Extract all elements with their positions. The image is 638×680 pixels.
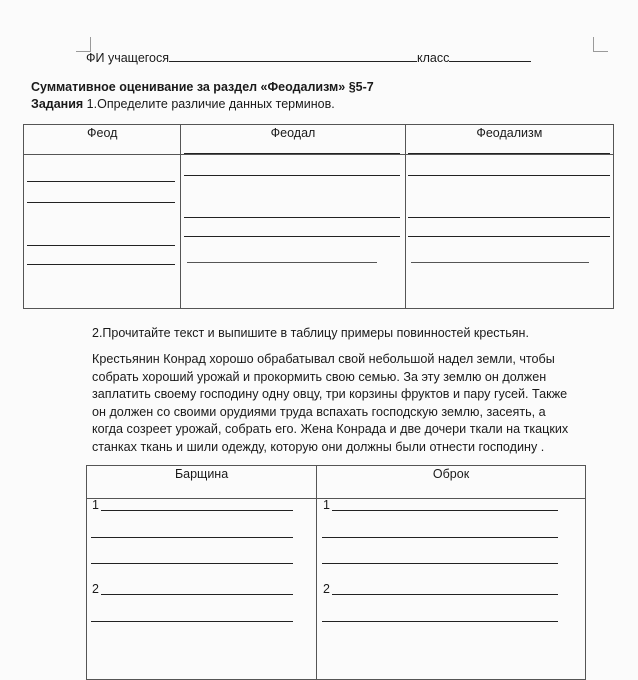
item-number: 2 <box>323 582 330 596</box>
text-line: он должен со своими орудиями труда вспахать господскую землю, засеять, а <box>92 404 546 419</box>
col-header-feod: Феод <box>24 125 181 155</box>
student-name-label: ФИ учащегося <box>86 51 170 65</box>
task2-text <box>92 351 568 457</box>
answer-line <box>184 217 400 218</box>
answer-cell-obrok[interactable] <box>317 499 586 680</box>
answer-cell-barshchina[interactable] <box>87 499 317 680</box>
answer-cell-feodal[interactable] <box>181 155 405 309</box>
answer-line <box>27 202 175 203</box>
answer-line <box>101 594 293 595</box>
answer-line <box>27 181 175 182</box>
item-number: 1 <box>92 498 99 512</box>
answer-line <box>332 594 558 595</box>
col-header-obrok: Оброк <box>317 466 586 499</box>
answer-line <box>322 563 558 564</box>
col-header-feodal: Феодал <box>181 125 405 155</box>
class-label: класс <box>417 51 450 65</box>
answer-line <box>408 153 610 154</box>
task2-instruction: 2.Прочитайте текст и выпишите в таблицу примеры повинностей крестьян. <box>92 326 529 340</box>
answer-line <box>332 510 558 511</box>
answer-line <box>184 175 400 176</box>
item-number: 1 <box>323 498 330 512</box>
task-label: Задания <box>31 97 84 111</box>
student-name-row <box>86 51 531 65</box>
answer-line <box>184 236 400 237</box>
answer-cell-feodalizm[interactable] <box>405 155 613 309</box>
answer-line <box>27 245 175 246</box>
answer-line <box>322 621 558 622</box>
margin-corner-mark <box>76 37 91 52</box>
answer-cell-feod[interactable] <box>24 155 181 309</box>
student-name-blank[interactable] <box>169 60 417 62</box>
col-header-feodalizm: Феодализм <box>405 125 613 155</box>
text-line: собрать хороший урожай и прокормить свою семью. За эту землю он должен <box>92 369 547 384</box>
answer-line <box>91 621 293 622</box>
text-line: станках ткань и шили одежду, которую они должны были отнести господину . <box>92 439 545 454</box>
answer-line <box>101 510 293 511</box>
text-line: Крестьянин Конрад хорошо обрабатывал свой небольшой надел земли, чтобы <box>92 352 555 366</box>
answer-line <box>408 175 610 176</box>
margin-corner-mark <box>593 37 608 52</box>
answer-line <box>184 153 400 154</box>
task1-line <box>31 97 335 111</box>
answer-line <box>187 262 377 263</box>
answer-line <box>408 236 610 237</box>
answer-line <box>322 537 558 538</box>
class-blank[interactable] <box>449 60 531 62</box>
col-header-barshchina: Барщина <box>87 466 317 499</box>
answer-line <box>27 264 175 265</box>
page-title: Суммативное оценивание за раздел «Феодализм» §5-7 <box>31 80 374 94</box>
task1-text: 1.Определите различие данных терминов. <box>83 97 335 111</box>
text-line: заплатить своему господину одну овцу, три корзины фруктов и пару гусей. Также <box>92 387 568 402</box>
answer-line <box>408 217 610 218</box>
duties-table <box>86 465 586 680</box>
text-line: когда созреет урожай, собрать его. Жена Конрада и две дочери ткали на ткацких <box>92 422 569 437</box>
answer-line <box>91 537 293 538</box>
answer-line <box>91 563 293 564</box>
answer-line <box>411 262 589 263</box>
item-number: 2 <box>92 582 99 596</box>
